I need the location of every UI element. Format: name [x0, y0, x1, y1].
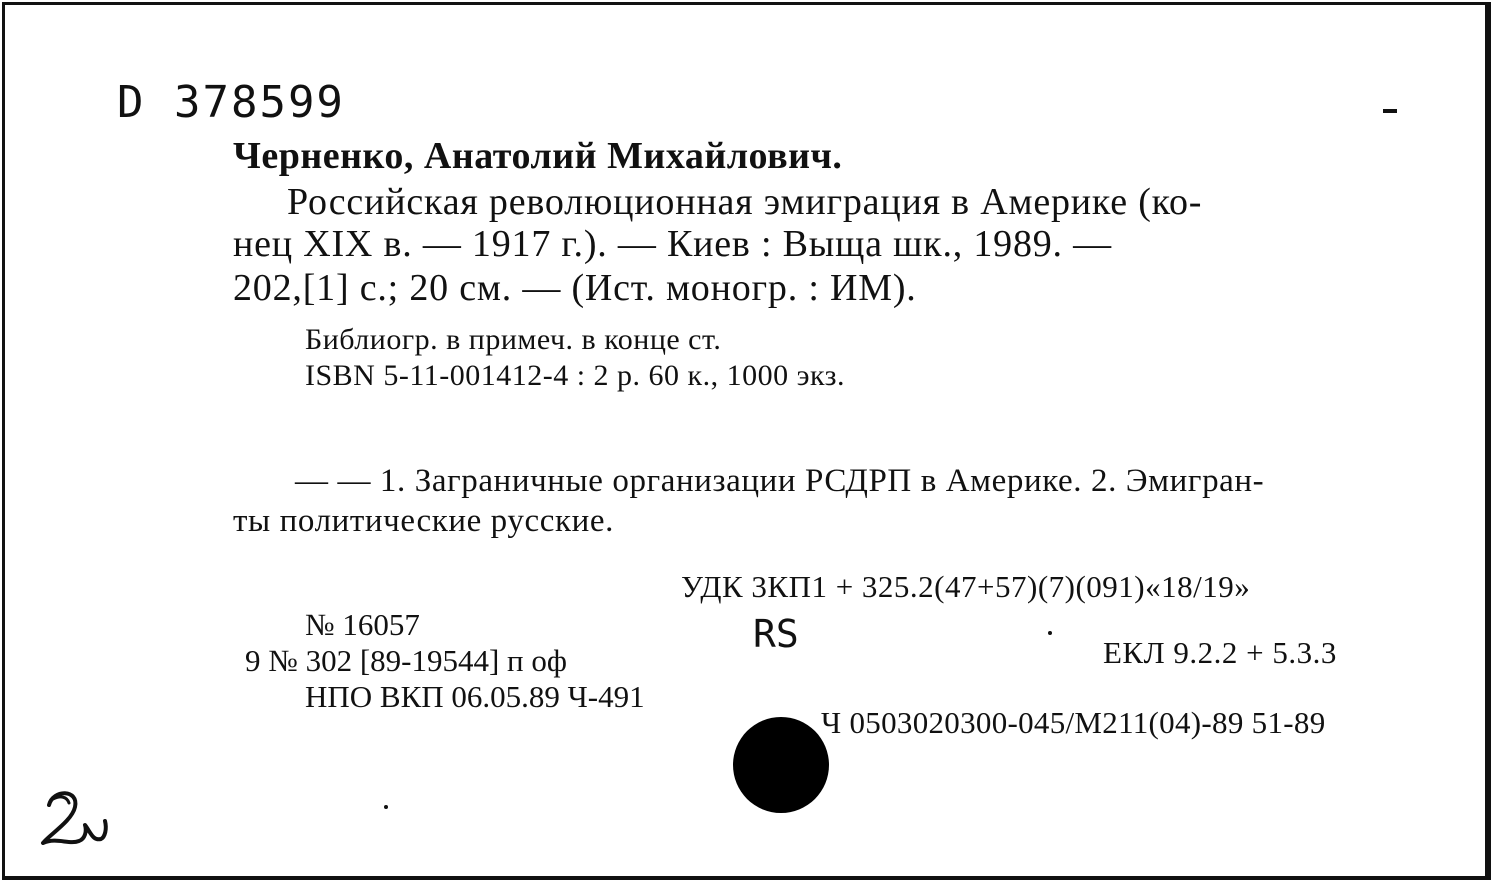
- isbn-price-note: ISBN 5-11-001412-4 : 2 р. 60 к., 1000 экз.: [305, 359, 846, 392]
- record-number: № 16057: [305, 607, 420, 642]
- udk-code: УДК 3КП1 + 325.2(47+57)(7)(091)«18/19»: [681, 569, 1251, 604]
- rs-mark: RS: [753, 612, 799, 656]
- catalog-card: [2, 2, 1491, 880]
- order-line: 9 № 302 [89-19544] п оф: [245, 643, 567, 678]
- npo-line: НПО ВКП 06.05.89 Ч-491: [305, 679, 645, 714]
- ink-mark: [1383, 109, 1397, 113]
- ink-speck: [384, 805, 388, 809]
- bibliography-note: Библиогр. в примеч. в конце ст.: [305, 323, 722, 356]
- title-line-2: нец XIX в. — 1917 г.). — Киев : Выща шк., 1989. —: [233, 223, 1112, 265]
- subject-line-2: ты политические русские.: [233, 503, 614, 539]
- ekl-code: ЕКЛ 9.2.2 + 5.3.3: [1103, 635, 1337, 670]
- subject-line-1: — — 1. Заграничные организации РСДРП в Америке. 2. Эмигран-: [295, 463, 1265, 499]
- title-line-1: Российская революционная эмиграция в Америке (ко-: [287, 181, 1203, 223]
- ch-code: Ч 0503020300-045/М211(04)-89 51-89: [821, 705, 1326, 740]
- call-number: D 378599: [117, 77, 345, 128]
- author-heading: Черненко, Анатолий Михайлович.: [233, 135, 843, 177]
- title-line-3: 202,[1] с.; 20 см. — (Ист. моногр. : ИМ).: [233, 267, 917, 309]
- punch-hole: [733, 717, 829, 813]
- ink-speck: [1048, 631, 1052, 635]
- handwritten-mark-icon: [35, 785, 115, 855]
